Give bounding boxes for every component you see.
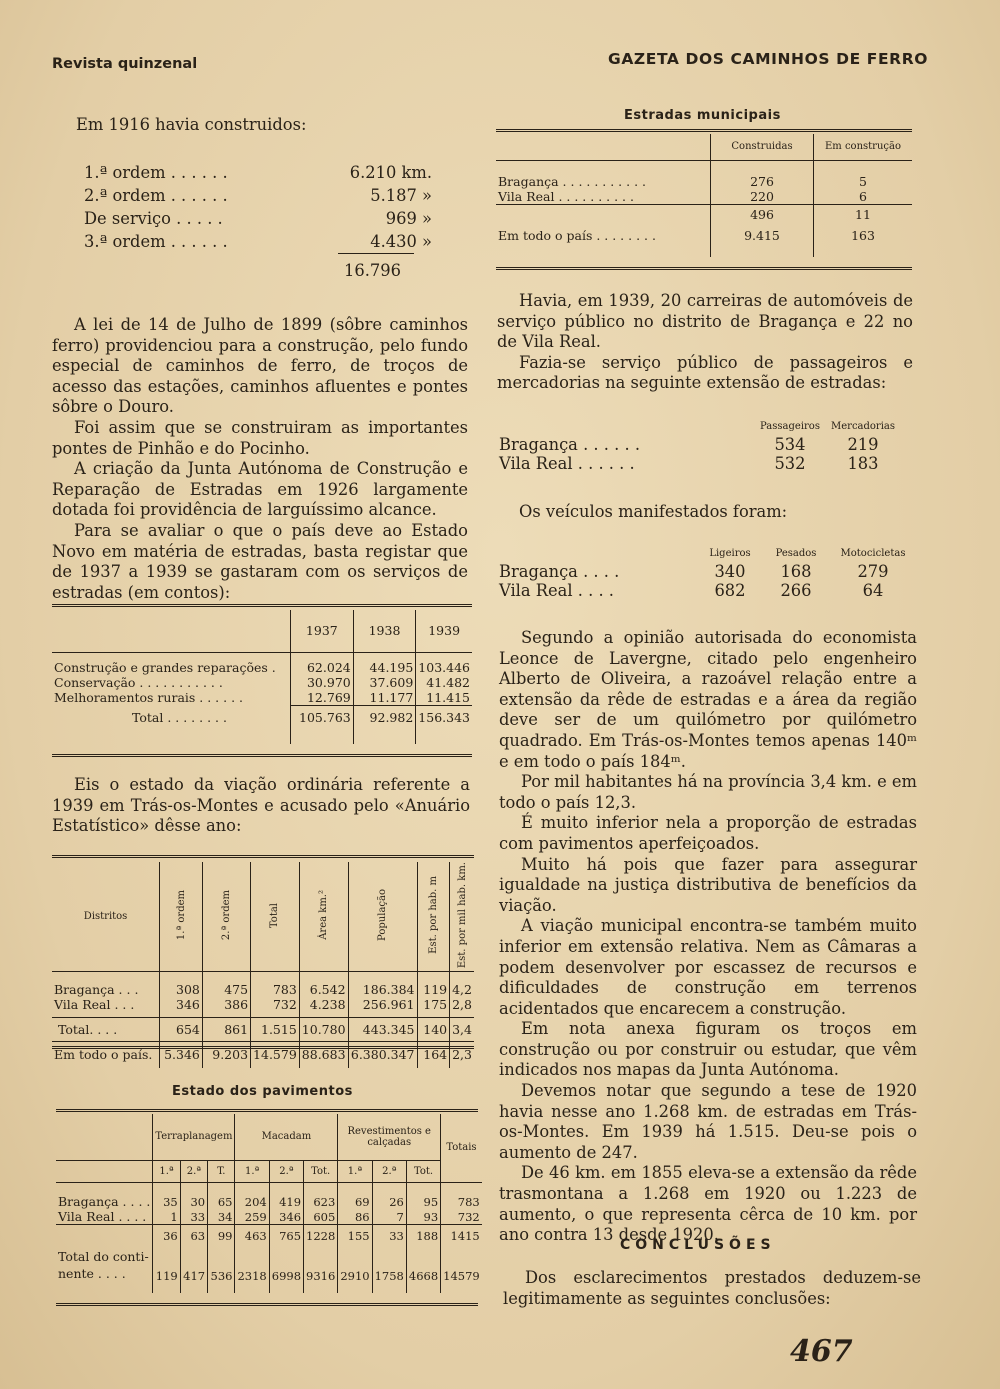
cell: 346 xyxy=(269,1209,303,1225)
sub-header: 1.ª xyxy=(153,1160,180,1182)
cell: 95 xyxy=(406,1194,440,1209)
order-value: 4.430 » xyxy=(370,232,432,251)
sub-header-row xyxy=(56,1160,482,1182)
orders-list xyxy=(84,163,444,280)
cell: 4668 xyxy=(406,1247,440,1283)
row-label: nente . . . . xyxy=(58,1265,126,1281)
group-header: Revestimentos e calçadas xyxy=(338,1114,441,1160)
cell: 463 xyxy=(235,1225,269,1247)
row-label: Em todo o país . . . . . . . . xyxy=(498,228,656,243)
country-row xyxy=(496,225,912,247)
cell: 37.609 xyxy=(353,675,416,690)
row-label: Bragança . . . xyxy=(54,981,139,997)
right-text-2 xyxy=(497,502,913,523)
row-label: Total. . . . xyxy=(58,1022,118,1038)
cell: 26 xyxy=(372,1194,406,1209)
table-row xyxy=(52,982,474,997)
cell: 186.384 xyxy=(348,982,417,997)
col-header: População xyxy=(377,889,389,942)
paragraph: A viação municipal encontra-se também muito inferior em extensão relativa. Nem as Câmaras a podem desenvolver por escassez de recursos e dificuldades de construção em terrenos acidentados que encarecem a construção. xyxy=(499,916,917,1018)
table-row xyxy=(56,1209,482,1225)
paragraph: A lei de 14 de Julho de 1899 (sôbre caminhos ferro) providenciou para a construção, pelo fundo especial de caminhos de ferro, de troços de acesso das estações, caminhos afluentes e pontes sôbre o Douro. xyxy=(52,315,468,417)
total-row xyxy=(52,706,472,730)
sum-rule xyxy=(338,253,414,254)
row-label xyxy=(496,205,711,225)
table-row xyxy=(497,562,917,581)
paragraph: Por mil habitantes há na província 3,4 km. e em todo o país 12,3. xyxy=(499,772,917,812)
cell: 536 xyxy=(208,1247,235,1283)
cell: 2318 xyxy=(235,1247,269,1283)
cell: 1758 xyxy=(372,1247,406,1283)
paragraph: Devemos notar que segundo a tese de 1920 havia nesse ano 1.268 km. de estradas em Trás-os-Montes. Em 1939 há 1.515. Deu-se pois o aumento de 247. xyxy=(499,1081,917,1162)
paragraph-2 xyxy=(52,775,470,837)
order-label: 3.ª ordem . . . . . . xyxy=(84,232,228,251)
cell: 2,3 xyxy=(450,1042,474,1068)
conclusions-title: CONCLUSÕES xyxy=(620,1237,776,1253)
row-label: Bragança . . . . . . xyxy=(499,435,640,454)
sub-header: 2.ª xyxy=(372,1160,406,1182)
table-top-rule xyxy=(52,604,472,607)
total-row xyxy=(52,1018,474,1042)
cell: 266 xyxy=(780,581,812,600)
order-value: 969 » xyxy=(385,209,432,228)
page-number: 467 xyxy=(790,1334,853,1369)
cell: 475 xyxy=(202,982,250,997)
cell: 219 xyxy=(847,435,879,454)
cell: 33 xyxy=(180,1209,207,1225)
cell: 6 xyxy=(814,189,913,205)
table-top-rule xyxy=(52,855,474,858)
continent-row xyxy=(56,1247,482,1283)
paragraph: Havia, em 1939, 20 carreiras de automóveis de serviço público no distrito de Bragança e 22 no de Vila Real. xyxy=(497,291,913,352)
sum-row xyxy=(496,205,912,225)
cell: 654 xyxy=(160,1018,203,1042)
cell: 204 xyxy=(235,1194,269,1209)
cell: 259 xyxy=(235,1209,269,1225)
cell: 11.415 xyxy=(416,690,472,706)
vehicles-table xyxy=(497,544,917,600)
sub-header: 2.ª xyxy=(269,1160,303,1182)
col-header: Área km.² xyxy=(318,890,330,940)
cell: 188 xyxy=(406,1225,440,1247)
paragraph: Segundo a opinião autorisada do economista Leonce de Lavergne, citado pelo engenheiro Alberto de Oliveira, a razoável relação entre a extensão da rêde de estradas e a área da região deve ser de um quilómetro por quilómetro quadrado. Em Trás-os-Montes temos apenas 140ᵐ e em todo o país 184ᵐ. xyxy=(499,628,917,771)
col-header: Passageiros xyxy=(760,420,820,432)
cell: 11.177 xyxy=(353,690,416,706)
cell: 155 xyxy=(338,1225,372,1247)
cell: 783 xyxy=(441,1194,482,1209)
cell: 783 xyxy=(251,982,300,997)
cell: 119 xyxy=(417,982,450,997)
row-label: Total do conti- xyxy=(58,1248,149,1264)
table-bottom-rule xyxy=(52,754,472,757)
service-table xyxy=(497,417,897,473)
cell: 3,4 xyxy=(450,1018,474,1042)
cell: 1.515 xyxy=(251,1018,300,1042)
cell: 183 xyxy=(847,454,879,473)
table-row xyxy=(497,454,897,473)
cell: 140 xyxy=(417,1018,450,1042)
row-label: Vila Real . . . . . . . . . . xyxy=(498,189,634,204)
row-label xyxy=(56,1225,153,1247)
spending-table xyxy=(52,610,472,744)
cell: 5.346 xyxy=(160,1042,203,1068)
row-label: Bragança . . . . xyxy=(499,562,620,581)
cell: 12.769 xyxy=(290,690,353,706)
row-label: Bragança . . . . . . . . . . . xyxy=(498,174,646,189)
row-label: Bragança . . . . xyxy=(58,1194,151,1209)
cell: 65 xyxy=(208,1194,235,1209)
cell: 69 xyxy=(338,1194,372,1209)
col-header: Ligeiros xyxy=(709,547,751,559)
paragraph: Foi assim que se construiram as importantes pontes de Pinhão e do Pocinho. xyxy=(52,417,468,458)
intro-line: Em 1916 havia construidos: xyxy=(76,115,307,134)
cell: 256.961 xyxy=(348,997,417,1012)
year-header: 1937 xyxy=(290,610,353,652)
cell: 62.024 xyxy=(290,660,353,675)
cell: 86 xyxy=(338,1209,372,1225)
row-label: Construção e grandes reparações . xyxy=(54,660,276,675)
cell: 732 xyxy=(441,1209,482,1225)
col-header: Construidas xyxy=(711,134,814,160)
cell: 682 xyxy=(714,581,746,600)
municipal-title: Estradas municipais xyxy=(624,108,781,123)
cell: 1 xyxy=(153,1209,180,1225)
cell: 30.970 xyxy=(290,675,353,690)
paragraph: É muito inferior nela a proporção de estradas com pavimentos aperfeiçoados. xyxy=(499,813,917,853)
cell: 6.380.347 xyxy=(348,1042,417,1068)
sub-header: 1.ª xyxy=(235,1160,269,1182)
cell: 88.683 xyxy=(299,1042,348,1068)
cell: 44.195 xyxy=(353,660,416,675)
order-row xyxy=(84,209,444,232)
cell: 443.345 xyxy=(348,1018,417,1042)
cell: 732 xyxy=(251,997,300,1012)
cell: 14.579 xyxy=(251,1042,300,1068)
table-row xyxy=(52,997,474,1012)
cell: 2,8 xyxy=(450,997,474,1012)
cell: 30 xyxy=(180,1194,207,1209)
order-row xyxy=(84,232,444,255)
table-row xyxy=(52,690,472,706)
cell: 41.482 xyxy=(416,675,472,690)
table-row xyxy=(497,581,917,600)
header-right: GAZETA DOS CAMINHOS DE FERRO xyxy=(608,50,929,68)
sub-header: T. xyxy=(208,1160,235,1182)
cell: 9316 xyxy=(304,1247,338,1283)
order-row xyxy=(84,186,444,209)
orders-total: 16.796 xyxy=(344,261,401,280)
sub-header: Tot. xyxy=(304,1160,338,1182)
sub-header: 2.ª xyxy=(180,1160,207,1182)
cell: 861 xyxy=(202,1018,250,1042)
conclusions-text xyxy=(503,1268,921,1309)
group-header: Macadam xyxy=(235,1114,338,1160)
year-header: 1939 xyxy=(416,610,472,652)
paragraph: Dos esclarecimentos prestados deduzem-se legitimamente as seguintes conclusões: xyxy=(503,1268,921,1308)
cell: 93 xyxy=(406,1209,440,1225)
cell: 10.780 xyxy=(299,1018,348,1042)
cell: 765 xyxy=(269,1225,303,1247)
cell: 496 xyxy=(711,205,814,225)
table-row xyxy=(56,1194,482,1209)
pavements-table xyxy=(56,1114,482,1293)
sum-row xyxy=(56,1225,482,1247)
cell: 11 xyxy=(814,205,913,225)
row-label: Vila Real . . . . . . xyxy=(499,454,635,473)
cell: 1415 xyxy=(441,1225,482,1247)
order-row xyxy=(84,163,444,186)
cell: 63 xyxy=(180,1225,207,1247)
paragraph: Em nota anexa figuram os troços em construção ou por construir ou estudar, que vêm indicados nos mapas da Junta Autónoma. xyxy=(499,1019,917,1080)
cell: 1228 xyxy=(304,1225,338,1247)
order-label: De serviço . . . . . xyxy=(84,209,223,228)
cell: 6998 xyxy=(269,1247,303,1283)
cell: 36 xyxy=(153,1225,180,1247)
row-label: Melhoramentos rurais . . . . . . xyxy=(54,690,243,706)
col-header: Est. por hab. m xyxy=(427,876,439,954)
row-label: Vila Real . . . . xyxy=(58,1209,147,1224)
cell: 163 xyxy=(814,225,913,247)
row-label: Vila Real . . . xyxy=(54,996,135,1012)
order-value: 6.210 km. xyxy=(349,163,432,182)
cell: 386 xyxy=(202,997,250,1012)
col-header: Est. por mil hab. km. xyxy=(456,862,468,969)
cell: 105.763 xyxy=(290,706,353,730)
row-label: Em todo o país. xyxy=(54,1047,153,1063)
cell: 35 xyxy=(153,1194,180,1209)
cell: 6.542 xyxy=(299,982,348,997)
col-header: 1.ª ordem xyxy=(175,890,187,941)
cell: 419 xyxy=(269,1194,303,1209)
cell: 605 xyxy=(304,1209,338,1225)
cell: 308 xyxy=(160,982,203,997)
cell: 220 xyxy=(711,189,814,205)
col-header: Mercadorias xyxy=(831,420,895,432)
cell: 623 xyxy=(304,1194,338,1209)
table-top-rule xyxy=(56,1109,478,1112)
cell: 276 xyxy=(711,174,814,189)
paragraph: Os veículos manifestados foram: xyxy=(519,502,788,521)
cell: 4.238 xyxy=(299,997,348,1012)
table-row xyxy=(52,675,472,690)
col-header: Motocicletas xyxy=(840,547,906,559)
table-row xyxy=(497,435,897,454)
paragraph: Fazia-se serviço público de passageiros e mercadorias na seguinte extensão de estradas: xyxy=(497,352,913,393)
order-value: 5.187 » xyxy=(370,186,432,205)
pavements-title: Estado dos pavimentos xyxy=(172,1084,353,1099)
header-left: Revista quinzenal xyxy=(52,56,198,72)
order-label: 1.ª ordem . . . . . . xyxy=(84,163,228,182)
cell: 119 xyxy=(153,1247,180,1283)
paragraph: Para se avaliar o que o país deve ao Estado Novo em matéria de estradas, basta registar que de 1937 a 1939 se gastaram com os serviços de estradas (em contos): xyxy=(52,520,468,602)
cell: 103.446 xyxy=(416,660,472,675)
col-header: Total xyxy=(269,902,281,928)
row-label: Vila Real . . . . xyxy=(499,581,614,600)
districts-table xyxy=(52,862,474,1068)
cell: 7 xyxy=(372,1209,406,1225)
cell: 4,2 xyxy=(450,982,474,997)
cell: 175 xyxy=(417,997,450,1012)
right-text-1 xyxy=(497,291,913,394)
right-paragraphs xyxy=(499,628,917,1246)
table-row xyxy=(496,174,912,189)
cell: 9.415 xyxy=(711,225,814,247)
cell: 164 xyxy=(417,1042,450,1068)
table-row xyxy=(52,660,472,675)
cell: 417 xyxy=(180,1247,207,1283)
table-top-rule xyxy=(496,129,912,132)
col-header: 2.ª ordem xyxy=(220,890,232,941)
year-header: 1938 xyxy=(353,610,416,652)
paragraph: De 46 km. em 1855 eleva-se a extensão da rêde trasmontana a 1.268 em 1920 ou 1.223 de aumento, o que representa cêrca de 10 km. por ano contra 13 desde 1920. xyxy=(499,1163,917,1245)
col-header: Distritos xyxy=(83,911,128,923)
cell: 279 xyxy=(857,562,889,581)
cell: 99 xyxy=(208,1225,235,1247)
sub-header: 1.ª xyxy=(338,1160,372,1182)
row-label: Conservação . . . . . . . . . . . xyxy=(54,675,223,690)
row-label: Total . . . . . . . . xyxy=(132,710,227,725)
table-row xyxy=(496,189,912,205)
col-header: Em construção xyxy=(814,134,913,160)
group-header: Terraplanagem xyxy=(153,1114,235,1160)
left-paragraphs xyxy=(52,315,468,603)
cell: 5 xyxy=(814,174,913,189)
cell: 532 xyxy=(774,454,806,473)
group-header: Totais xyxy=(441,1114,482,1182)
cell: 346 xyxy=(160,997,203,1012)
cell: 14579 xyxy=(441,1247,482,1283)
municipal-table xyxy=(496,134,912,257)
cell: 92.982 xyxy=(353,706,416,730)
paragraph: Muito há pois que fazer para assegurar igualdade na justiça distributiva de benefícios da viação. xyxy=(499,854,917,915)
cell: 156.343 xyxy=(416,706,472,730)
paragraph: A criação da Junta Autónoma de Construção e Reparação de Estradas em 1926 largamente dotada foi providência de larguíssimo alcance. xyxy=(52,459,468,520)
sub-header: Tot. xyxy=(406,1160,440,1182)
cell: 2910 xyxy=(338,1247,372,1283)
cell: 9.203 xyxy=(202,1042,250,1068)
table-bottom-rule xyxy=(496,267,912,270)
col-header: Pesados xyxy=(775,547,817,559)
cell: 33 xyxy=(372,1225,406,1247)
cell: 34 xyxy=(208,1209,235,1225)
order-label: 2.ª ordem . . . . . . xyxy=(84,186,228,205)
paragraph: Eis o estado da viação ordinária referente a 1939 em Trás-os-Montes e acusado pelo «Anuário Estatístico» dêsse ano: xyxy=(52,775,470,836)
cell: 168 xyxy=(780,562,812,581)
cell: 534 xyxy=(774,435,806,454)
cell: 340 xyxy=(714,562,746,581)
cell: 64 xyxy=(862,581,884,600)
table-bottom-rule xyxy=(56,1303,478,1306)
table-bottom-rule xyxy=(52,1046,474,1049)
